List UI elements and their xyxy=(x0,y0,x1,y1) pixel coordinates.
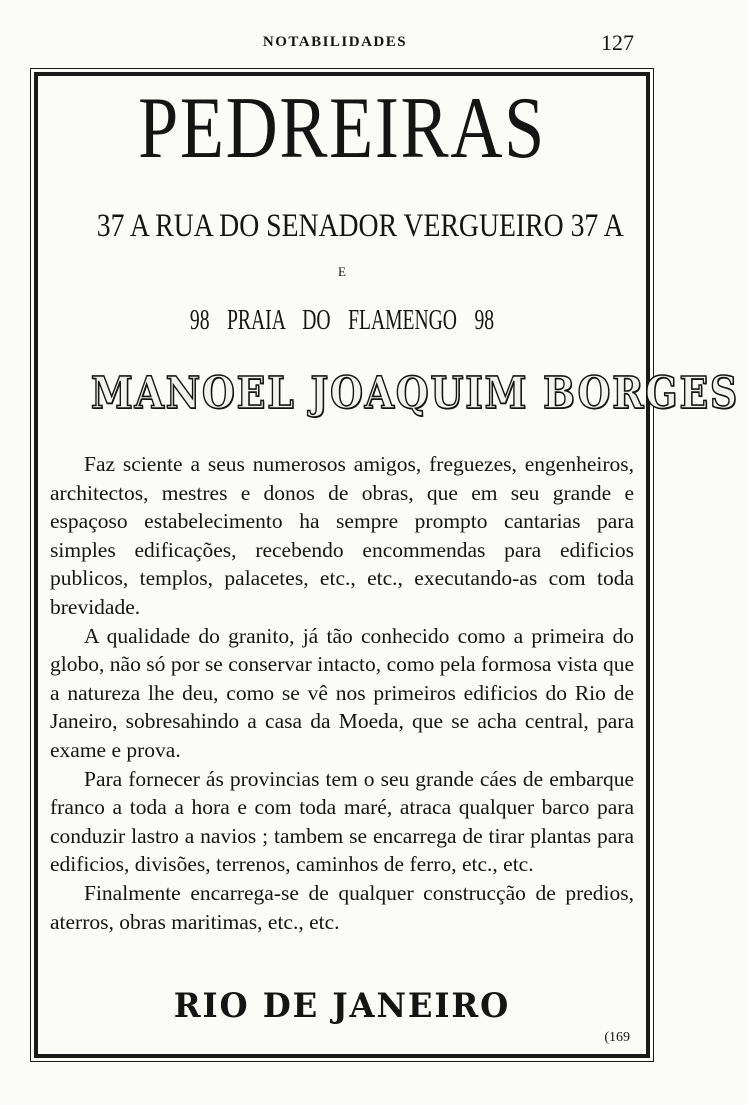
address-line-1: 37 A RUA DO SENADOR VERGUEIRO 37 A xyxy=(96,208,624,244)
address-line-2: 98 PRAIA DO FLAMENGO 98 xyxy=(189,305,495,336)
ad-paragraph: Faz sciente a seus numerosos amigos, freguezes, engenheiros, architectos, mestres e donos de obras, que em seu grande e espaçoso estabelecimento ha sempre prompto cantarias para simples edificações, recebendo encommendas para edificios publicos, templos, palacetes, etc., etc., executando-as com toda brevidade. xyxy=(50,452,634,619)
ad-city: RIO DE JANEIRO xyxy=(173,986,511,1026)
page-number: 127 xyxy=(601,30,634,55)
ad-paragraph: A qualidade do granito, já tão conhecido como a primeira do globo, não só por se conservar intacto, como pela formosa vista que a natureza lhe deu, como se vê nos primeiros edificios do Rio de Janeiro, sobresahindo a casa da Moeda, que se acha central, para exame e prova. xyxy=(50,623,634,762)
running-head xyxy=(0,30,747,60)
ad-paragraph: Finalmente encarrega-se de qualquer construcção de predios, aterros, obras maritimas, etc., etc. xyxy=(50,880,634,934)
ad-number: (169 xyxy=(604,1030,630,1045)
advertisement-frame xyxy=(34,72,739,1058)
ad-body xyxy=(50,450,634,936)
ad-paragraph: Para fornecer ás provincias tem o seu grande cáes de embarque franco a toda a hora e com toda maré, atraca qualquer barco para conduzir lastro a navios ; tambem se encarrega de tirar plantas para edificios, divisões, terrenos, caminhos de ferro, etc., etc. xyxy=(50,766,634,877)
ad-headline: PEDREIRAS xyxy=(138,80,546,177)
advertisement-content xyxy=(50,76,739,1054)
proprietor-name: MANOEL JOAQUIM BORGES xyxy=(90,368,739,419)
running-title: NOTABILIDADES xyxy=(262,34,408,50)
address-conjunction: E xyxy=(338,264,346,279)
